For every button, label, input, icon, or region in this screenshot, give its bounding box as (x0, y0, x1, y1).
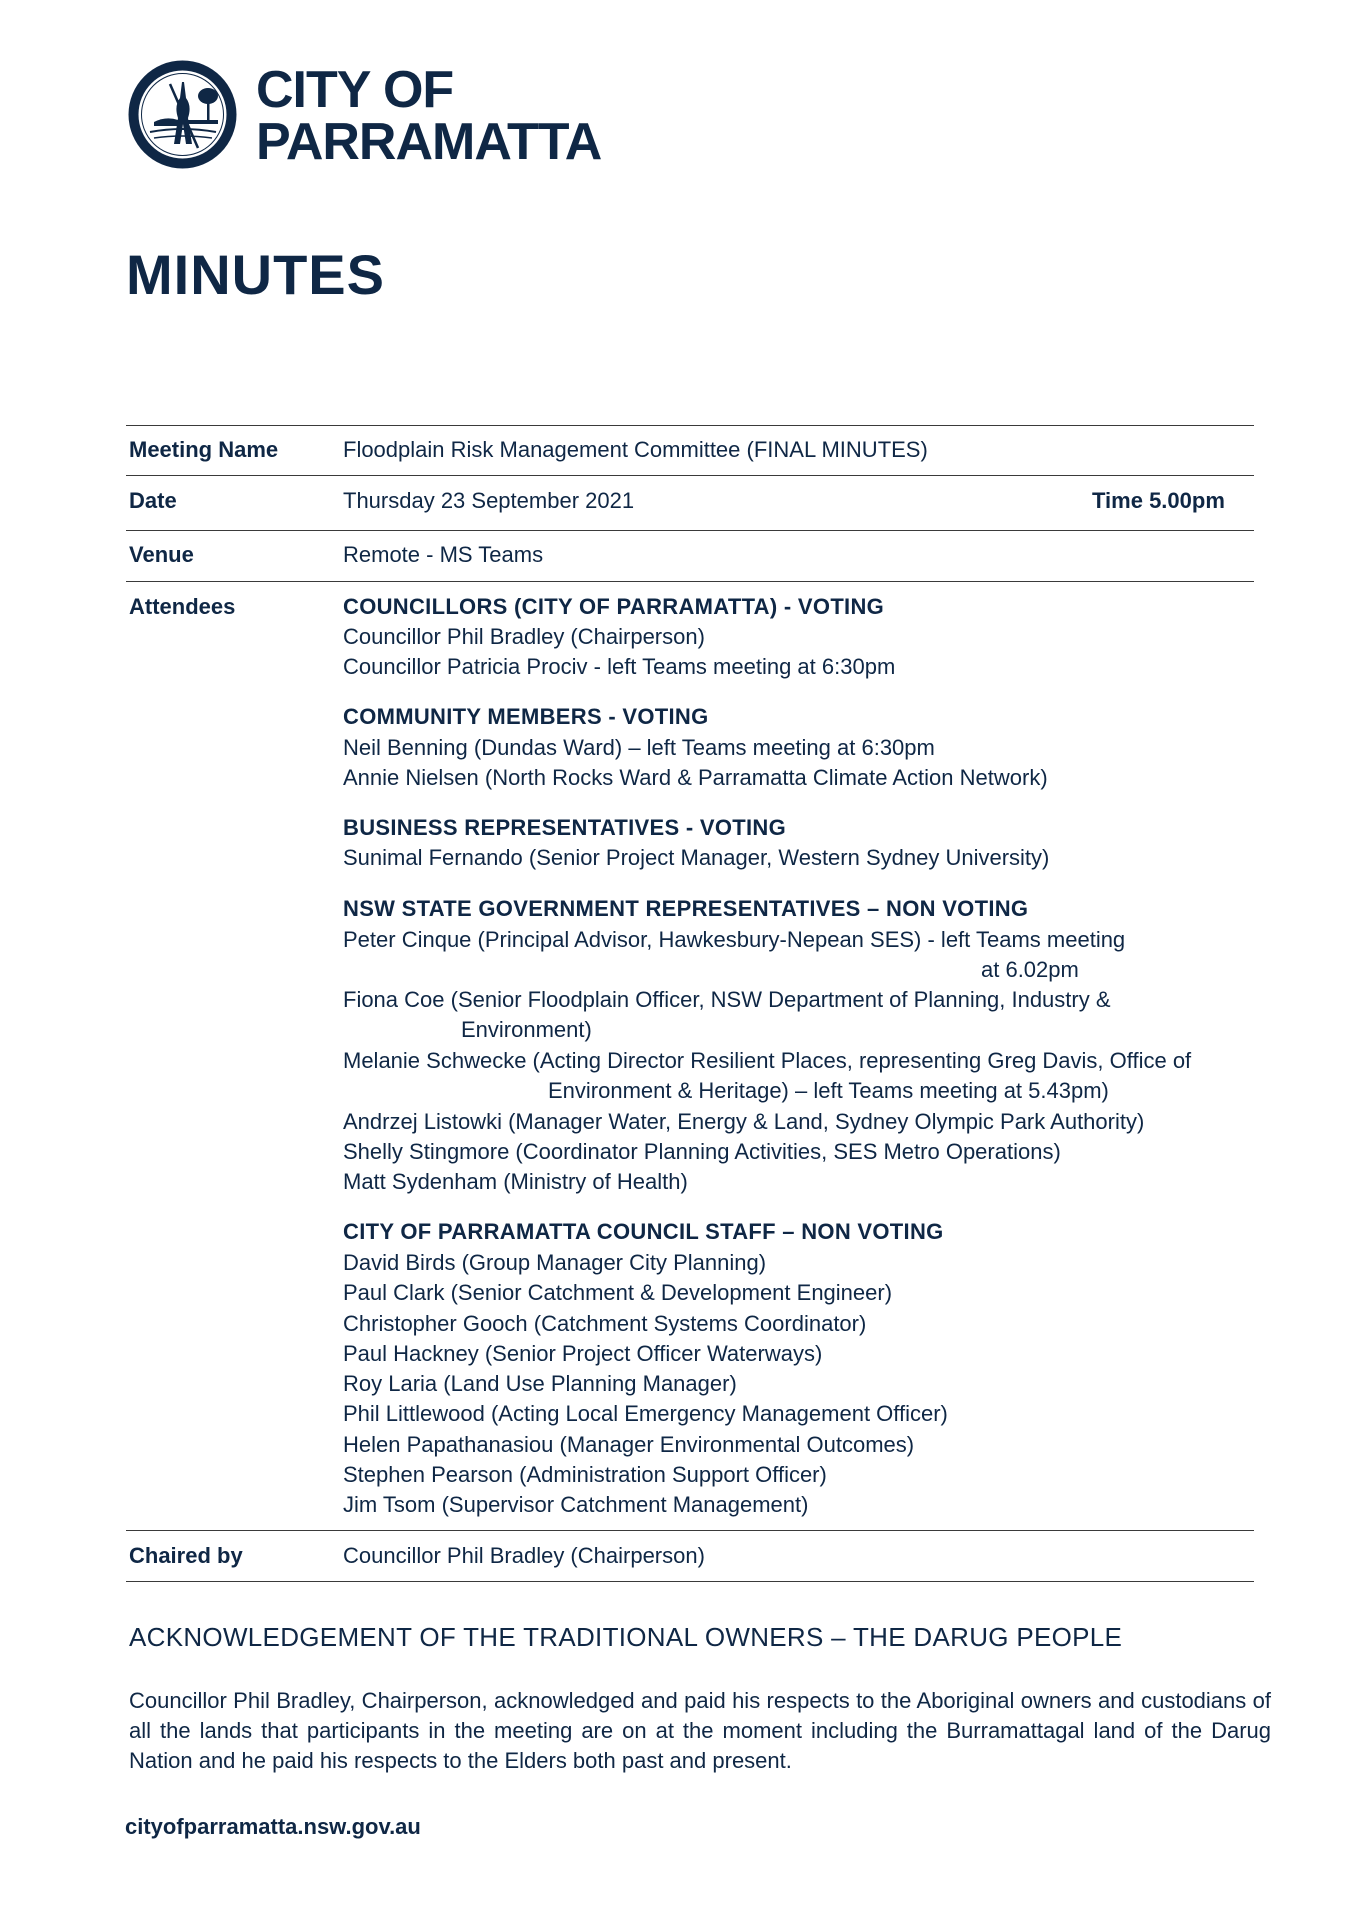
city-seal-logo (126, 58, 239, 171)
attendee-item: Councillor Phil Bradley (Chairperson) (343, 624, 705, 649)
brand-line-1: CITY OF (256, 61, 454, 119)
attendee-item: Sunimal Fernando (Senior Project Manager, Western Sydney University) (343, 845, 1050, 870)
attendees-label: Attendees (129, 594, 236, 619)
time-value: Time 5.00pm (1092, 488, 1225, 513)
attendee-item-continued: at 6.02pm (981, 957, 1079, 982)
attendee-item-continued: Environment) (461, 1017, 592, 1042)
brand-name (256, 61, 602, 171)
meeting-name-label: Meeting Name (129, 437, 279, 462)
attendee-item: Peter Cinque (Principal Advisor, Hawkesbury-Nepean SES) - left Teams meeting (343, 927, 1126, 952)
attendee-item: Fiona Coe (Senior Floodplain Officer, NSW Department of Planning, Industry & (343, 987, 1111, 1012)
attendee-item: Paul Hackney (Senior Project Officer Waterways) (343, 1341, 823, 1366)
acknowledgement-text: Councillor Phil Bradley, Chairperson, acknowledged and paid his respects to the Aboriginal owners and custodians of all the lands that participants in the meeting are on at the moment including the Burramattagal land of the Darug Nation and he paid his respects to the Elders both past and present. (129, 1688, 1271, 1773)
state-gov-heading: NSW STATE GOVERNMENT REPRESENTATIVES – NON VOTING (343, 896, 1029, 921)
chaired-by-value: Councillor Phil Bradley (Chairperson) (343, 1543, 705, 1568)
attendee-item: Phil Littlewood (Acting Local Emergency Management Officer) (343, 1401, 948, 1426)
business-heading: BUSINESS REPRESENTATIVES - VOTING (343, 815, 787, 840)
meeting-name-value: Floodplain Risk Management Committee (FINAL MINUTES) (343, 437, 928, 462)
date-label: Date (129, 488, 177, 513)
table-rule (126, 530, 1254, 531)
councillors-heading: COUNCILLORS (CITY OF PARRAMATTA) - VOTING (343, 594, 885, 619)
attendee-item: Christopher Gooch (Catchment Systems Coordinator) (343, 1311, 867, 1336)
footer-url: cityofparramatta.nsw.gov.au (125, 1814, 421, 1839)
table-rule (126, 581, 1254, 582)
attendee-item: Helen Papathanasiou (Manager Environmental Outcomes) (343, 1432, 915, 1457)
attendee-item: Shelly Stingmore (Coordinator Planning Activities, SES Metro Operations) (343, 1139, 1061, 1164)
chaired-by-label: Chaired by (129, 1543, 243, 1568)
table-rule (126, 475, 1254, 476)
table-rule-bottom (126, 1581, 1254, 1582)
attendee-item: Jim Tsom (Supervisor Catchment Management) (343, 1492, 809, 1517)
page-title: MINUTES (126, 243, 385, 306)
attendee-item-continued: Environment & Heritage) – left Teams meeting at 5.43pm) (548, 1078, 1109, 1103)
attendee-item: Roy Laria (Land Use Planning Manager) (343, 1371, 737, 1396)
table-rule-top (126, 425, 1254, 426)
attendee-item: Matt Sydenham (Ministry of Health) (343, 1169, 688, 1194)
acknowledgement-heading: ACKNOWLEDGEMENT OF THE TRADITIONAL OWNERS – THE DARUG PEOPLE (129, 1622, 1123, 1652)
attendee-item: Paul Clark (Senior Catchment & Development Engineer) (343, 1280, 893, 1305)
attendee-item: Neil Benning (Dundas Ward) – left Teams meeting at 6:30pm (343, 735, 935, 760)
community-heading: COMMUNITY MEMBERS - VOTING (343, 704, 709, 729)
venue-label: Venue (129, 542, 194, 567)
table-rule (126, 1530, 1254, 1531)
venue-value: Remote - MS Teams (343, 542, 544, 567)
attendee-item: Annie Nielsen (North Rocks Ward & Parramatta Climate Action Network) (343, 765, 1048, 790)
staff-heading: CITY OF PARRAMATTA COUNCIL STAFF – NON VOTING (343, 1219, 944, 1244)
attendee-item: David Birds (Group Manager City Planning) (343, 1250, 767, 1275)
brand-line-2: PARRAMATTA (256, 113, 602, 171)
attendee-item: Andrzej Listowki (Manager Water, Energy & Land, Sydney Olympic Park Authority) (343, 1109, 1145, 1134)
attendee-item: Stephen Pearson (Administration Support Officer) (343, 1462, 827, 1487)
attendee-item: Melanie Schwecke (Acting Director Resilient Places, representing Greg Davis, Office of (343, 1048, 1192, 1073)
attendee-item: Councillor Patricia Prociv - left Teams meeting at 6:30pm (343, 654, 896, 679)
date-value: Thursday 23 September 2021 (343, 488, 635, 513)
